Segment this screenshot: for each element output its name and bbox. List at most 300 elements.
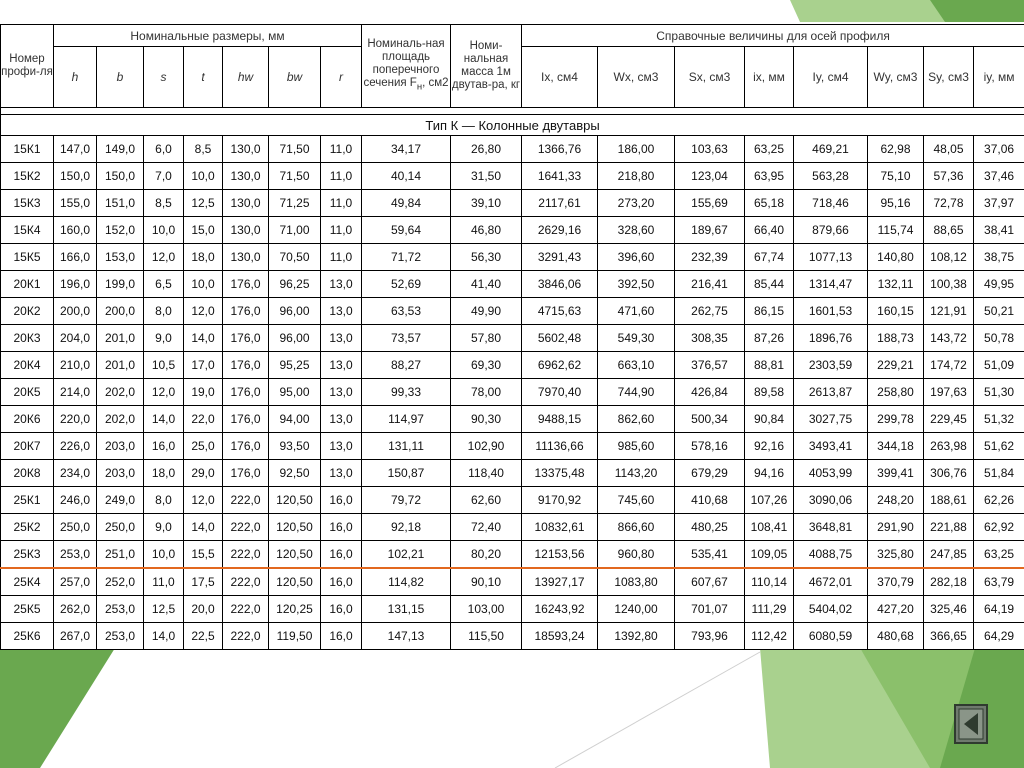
table-cell: 99,33 [362,379,451,406]
table-cell: 9,0 [144,514,184,541]
table-cell: 210,0 [54,352,97,379]
table-cell: 257,0 [54,568,97,596]
table-cell: 3648,81 [794,514,868,541]
table-cell: 4088,75 [794,541,868,569]
table-cell: 291,90 [868,514,924,541]
table-cell: 155,0 [54,190,97,217]
type-row: Тип К — Колонные двутавры [1,115,1024,136]
table-cell: 50,78 [974,325,1024,352]
table-cell: 14,0 [184,325,223,352]
table-cell: 10,0 [144,541,184,569]
table-row [1,379,1024,406]
table-cell: 70,50 [269,244,321,271]
table-cell: 69,30 [451,352,522,379]
table-cell: 86,15 [745,298,794,325]
table-cell: 115,74 [868,217,924,244]
table-cell: 535,41 [675,541,745,569]
table-cell: 12,0 [184,487,223,514]
table-cell: 222,0 [223,568,269,596]
table-cell: 155,69 [675,190,745,217]
table-cell: 253,0 [97,623,144,650]
table-cell: 121,91 [924,298,974,325]
table-cell: 10,0 [184,271,223,298]
table-cell: 960,80 [598,541,675,569]
table-cell: 10832,61 [522,514,598,541]
table-cell: 71,50 [269,136,321,163]
table-cell: 13,0 [321,352,362,379]
table-cell: 200,0 [54,298,97,325]
table-cell: 325,46 [924,596,974,623]
table-cell: 1077,13 [794,244,868,271]
table-cell: 15,0 [184,217,223,244]
table-cell: 985,60 [598,433,675,460]
table-cell: 37,06 [974,136,1024,163]
table-cell: 188,73 [868,325,924,352]
table-cell: 203,0 [97,460,144,487]
table-cell: 12153,56 [522,541,598,569]
table-cell: 14,0 [144,623,184,650]
table-cell: 679,29 [675,460,745,487]
table-cell: 71,50 [269,163,321,190]
table-cell: 202,0 [97,406,144,433]
table-cell: 150,0 [54,163,97,190]
table-cell: 72,78 [924,190,974,217]
table-row [1,136,1024,163]
table-body [1,136,1024,650]
table-cell: 16243,92 [522,596,598,623]
table-cell: 7970,40 [522,379,598,406]
table-cell: 151,0 [97,190,144,217]
table-cell: 90,10 [451,568,522,596]
table-cell: 396,60 [598,244,675,271]
table-cell: 718,46 [794,190,868,217]
table-cell: 176,0 [223,271,269,298]
table-cell: 18,0 [184,244,223,271]
table-cell: 176,0 [223,460,269,487]
table-cell: 92,16 [745,433,794,460]
table-cell: 102,21 [362,541,451,569]
table-cell: 63,79 [974,568,1024,596]
table-cell: 94,00 [269,406,321,433]
table-cell: 862,60 [598,406,675,433]
table-cell: 72,40 [451,514,522,541]
table-cell: 94,16 [745,460,794,487]
table-cell: 16,0 [321,487,362,514]
table-cell: 222,0 [223,623,269,650]
table-cell: 48,05 [924,136,974,163]
table-cell: 392,50 [598,271,675,298]
table-cell: 222,0 [223,541,269,569]
table-cell: 92,18 [362,514,451,541]
table-cell: 120,50 [269,568,321,596]
table-cell: 2613,87 [794,379,868,406]
table-cell: 147,13 [362,623,451,650]
table-cell: 13375,48 [522,460,598,487]
table-cell: 71,25 [269,190,321,217]
table-cell: 16,0 [321,623,362,650]
table-cell: 253,0 [97,596,144,623]
table-cell: 149,0 [97,136,144,163]
table-cell: 96,25 [269,271,321,298]
table-row [1,433,1024,460]
table-cell: 49,84 [362,190,451,217]
table-cell: 9170,92 [522,487,598,514]
table-cell: 140,80 [868,244,924,271]
table-cell: 201,0 [97,325,144,352]
table-row [1,190,1024,217]
table-cell: 8,5 [144,190,184,217]
table-cell: 376,57 [675,352,745,379]
table-cell: 13,0 [321,298,362,325]
table-cell: 4672,01 [794,568,868,596]
table-cell: 17,5 [184,568,223,596]
table-cell: 214,0 [54,379,97,406]
table-cell: 9,0 [144,325,184,352]
table-row [1,217,1024,244]
table-cell: 200,0 [97,298,144,325]
table-cell: 95,00 [269,379,321,406]
table-cell: 258,80 [868,379,924,406]
table-cell: 41,40 [451,271,522,298]
table-cell: 226,0 [54,433,97,460]
table-cell: 152,0 [97,217,144,244]
decor-line [555,652,760,768]
profile-number-cell: 25К1 [1,487,54,514]
table-cell: 197,63 [924,379,974,406]
profile-number-cell: 20К7 [1,433,54,460]
table-cell: 202,0 [97,379,144,406]
table-cell: 16,0 [321,541,362,569]
table-cell: 71,00 [269,217,321,244]
header-mass: Номи-нальная масса 1м двутав-ра, кг [451,25,522,108]
table-cell: 176,0 [223,379,269,406]
table-cell: 63,25 [974,541,1024,569]
table-cell: 221,88 [924,514,974,541]
table-cell: 92,50 [269,460,321,487]
table-cell: 160,15 [868,298,924,325]
table-cell: 111,29 [745,596,794,623]
table-cell: 89,58 [745,379,794,406]
table-cell: 12,5 [184,190,223,217]
spacer-row [1,108,1024,115]
table-cell: 222,0 [223,596,269,623]
profile-number-cell: 20К8 [1,460,54,487]
table-cell: 16,0 [321,568,362,596]
table-cell: 51,09 [974,352,1024,379]
table-cell: 6,5 [144,271,184,298]
table-row [1,487,1024,514]
table-cell: 2303,59 [794,352,868,379]
table-cell: 8,0 [144,487,184,514]
back-button[interactable] [954,704,988,744]
table-row [1,163,1024,190]
table-cell: 204,0 [54,325,97,352]
table-cell: 196,0 [54,271,97,298]
table-cell: 112,42 [745,623,794,650]
table-cell: 5602,48 [522,325,598,352]
table-cell: 11,0 [321,190,362,217]
table-cell: 3027,75 [794,406,868,433]
table-cell: 480,68 [868,623,924,650]
table-cell: 229,45 [924,406,974,433]
table-cell: 130,0 [223,136,269,163]
table-cell: 75,10 [868,163,924,190]
table-cell: 186,00 [598,136,675,163]
header-iy: iy, мм [974,47,1024,108]
table-cell: 62,92 [974,514,1024,541]
table-cell: 308,35 [675,325,745,352]
table-cell: 57,36 [924,163,974,190]
table-cell: 130,0 [223,217,269,244]
table-cell: 176,0 [223,433,269,460]
table-cell: 263,98 [924,433,974,460]
table-cell: 13,0 [321,271,362,298]
table-cell: 253,0 [54,541,97,569]
table-cell: 866,60 [598,514,675,541]
table-cell: 3090,06 [794,487,868,514]
table-cell: 273,20 [598,190,675,217]
table-cell: 49,90 [451,298,522,325]
header-reference-values: Справочные величины для осей профиля [522,25,1024,47]
table-cell: 250,0 [54,514,97,541]
header-profile-number: Номер профи-ля [1,25,54,108]
table-cell: 12,5 [144,596,184,623]
table-cell: 102,90 [451,433,522,460]
table-cell: 20,0 [184,596,223,623]
table-cell: 67,74 [745,244,794,271]
table-cell: 11136,66 [522,433,598,460]
table-cell: 95,16 [868,190,924,217]
profile-number-cell: 20К6 [1,406,54,433]
table-cell: 9488,15 [522,406,598,433]
table-cell: 17,0 [184,352,223,379]
table-cell: 3291,43 [522,244,598,271]
table-cell: 1143,20 [598,460,675,487]
profile-number-cell: 15К5 [1,244,54,271]
table-cell: 267,0 [54,623,97,650]
header-Sy: Sy, см3 [924,47,974,108]
table-cell: 426,84 [675,379,745,406]
table-cell: 13,0 [321,379,362,406]
table-cell: 34,17 [362,136,451,163]
table-cell: 120,50 [269,514,321,541]
table-cell: 220,0 [54,406,97,433]
table-cell: 370,79 [868,568,924,596]
table-cell: 189,67 [675,217,745,244]
header-Sx: Sx, см3 [675,47,745,108]
table-cell: 150,87 [362,460,451,487]
table-cell: 879,66 [794,217,868,244]
table-cell: 51,84 [974,460,1024,487]
profile-number-cell: 25К6 [1,623,54,650]
table-cell: 344,18 [868,433,924,460]
table-cell: 160,0 [54,217,97,244]
table-cell: 130,0 [223,163,269,190]
header-nominal-dimensions: Номинальные размеры, мм [54,25,362,47]
table-cell: 16,0 [144,433,184,460]
profile-number-cell: 25К4 [1,568,54,596]
table-cell: 96,00 [269,298,321,325]
table-cell: 19,0 [184,379,223,406]
table-cell: 80,20 [451,541,522,569]
table-row [1,460,1024,487]
table-cell: 328,60 [598,217,675,244]
table-cell: 549,30 [598,325,675,352]
profile-table [0,24,1024,650]
table-row [1,298,1024,325]
table-cell: 79,72 [362,487,451,514]
table-cell: 22,0 [184,406,223,433]
table-cell: 2117,61 [522,190,598,217]
table-cell: 63,53 [362,298,451,325]
profile-number-cell: 20К2 [1,298,54,325]
table-cell: 62,98 [868,136,924,163]
table-cell: 131,11 [362,433,451,460]
header-Ix: Ix, см4 [522,47,598,108]
table-cell: 250,0 [97,514,144,541]
table-cell: 1601,53 [794,298,868,325]
table-cell: 110,14 [745,568,794,596]
table-cell: 222,0 [223,487,269,514]
header-s: s [144,47,184,108]
table-cell: 469,21 [794,136,868,163]
table-cell: 95,25 [269,352,321,379]
table-cell: 563,28 [794,163,868,190]
table-cell: 12,0 [144,379,184,406]
table-cell: 29,0 [184,460,223,487]
green-bottom-left-shape [0,648,115,768]
table-cell: 85,44 [745,271,794,298]
table-cell: 59,64 [362,217,451,244]
table-cell: 232,39 [675,244,745,271]
table-cell: 3493,41 [794,433,868,460]
table-cell: 12,0 [144,244,184,271]
table-row [1,271,1024,298]
table-cell: 7,0 [144,163,184,190]
table-cell: 176,0 [223,406,269,433]
table-cell: 109,05 [745,541,794,569]
table-cell: 56,30 [451,244,522,271]
table-cell: 73,57 [362,325,451,352]
table-cell: 1392,80 [598,623,675,650]
table-cell: 218,80 [598,163,675,190]
profile-number-cell: 25К5 [1,596,54,623]
table-cell: 96,00 [269,325,321,352]
table-cell: 607,67 [675,568,745,596]
table-cell: 1240,00 [598,596,675,623]
table-cell: 63,25 [745,136,794,163]
table-cell: 13,0 [321,433,362,460]
table-row [1,623,1024,650]
table-cell: 108,12 [924,244,974,271]
table-cell: 1366,76 [522,136,598,163]
table-cell: 11,0 [321,244,362,271]
table-cell: 366,65 [924,623,974,650]
table-cell: 246,0 [54,487,97,514]
header-b: b [97,47,144,108]
table-cell: 14,0 [144,406,184,433]
table-cell: 1641,33 [522,163,598,190]
table-cell: 11,0 [321,163,362,190]
table-cell: 578,16 [675,433,745,460]
profile-number-cell: 25К2 [1,514,54,541]
table-cell: 87,26 [745,325,794,352]
table-cell: 234,0 [54,460,97,487]
header-bw: bw [269,47,321,108]
header-r: r [321,47,362,108]
table-cell: 500,34 [675,406,745,433]
table-cell: 262,0 [54,596,97,623]
table-cell: 252,0 [97,568,144,596]
table-cell: 114,97 [362,406,451,433]
table-cell: 120,50 [269,541,321,569]
profile-number-cell: 20К1 [1,271,54,298]
table-cell: 222,0 [223,514,269,541]
table-cell: 51,62 [974,433,1024,460]
table-cell: 51,32 [974,406,1024,433]
table-cell: 39,10 [451,190,522,217]
table-cell: 130,0 [223,190,269,217]
table-cell: 248,20 [868,487,924,514]
table-cell: 10,0 [184,163,223,190]
table-cell: 147,0 [54,136,97,163]
table-cell: 249,0 [97,487,144,514]
table-cell: 11,0 [321,136,362,163]
header-area: Номиналь-ная площадь поперечного сечения $F_н$, см2 [362,25,451,108]
table-cell: 38,75 [974,244,1024,271]
table-row [1,541,1024,569]
table-cell: 26,80 [451,136,522,163]
table-cell: 5404,02 [794,596,868,623]
table-cell: 199,0 [97,271,144,298]
table-cell: 25,0 [184,433,223,460]
table-cell: 62,26 [974,487,1024,514]
table-cell: 663,10 [598,352,675,379]
table-cell: 299,78 [868,406,924,433]
table-cell: 103,00 [451,596,522,623]
table-cell: 22,5 [184,623,223,650]
table-cell: 107,26 [745,487,794,514]
table-cell: 13,0 [321,325,362,352]
table-cell: 251,0 [97,541,144,569]
header-t: t [184,47,223,108]
profile-number-cell: 25К3 [1,541,54,569]
table-cell: 480,25 [675,514,745,541]
table-cell: 14,0 [184,514,223,541]
table-cell: 6,0 [144,136,184,163]
table-cell: 88,81 [745,352,794,379]
profile-number-cell: 20К4 [1,352,54,379]
table-cell: 410,68 [675,487,745,514]
header-hw: hw [223,47,269,108]
table-cell: 3846,06 [522,271,598,298]
table-row [1,596,1024,623]
table-cell: 100,38 [924,271,974,298]
profile-number-cell: 15К1 [1,136,54,163]
table-cell: 153,0 [97,244,144,271]
table-cell: 120,25 [269,596,321,623]
table-cell: 10,0 [144,217,184,244]
table-cell: 64,19 [974,596,1024,623]
table-cell: 4053,99 [794,460,868,487]
table-cell: 78,00 [451,379,522,406]
table-cell: 90,84 [745,406,794,433]
table-cell: 66,40 [745,217,794,244]
table-cell: 174,72 [924,352,974,379]
table-cell: 4715,63 [522,298,598,325]
table-cell: 203,0 [97,433,144,460]
table-cell: 16,0 [321,514,362,541]
